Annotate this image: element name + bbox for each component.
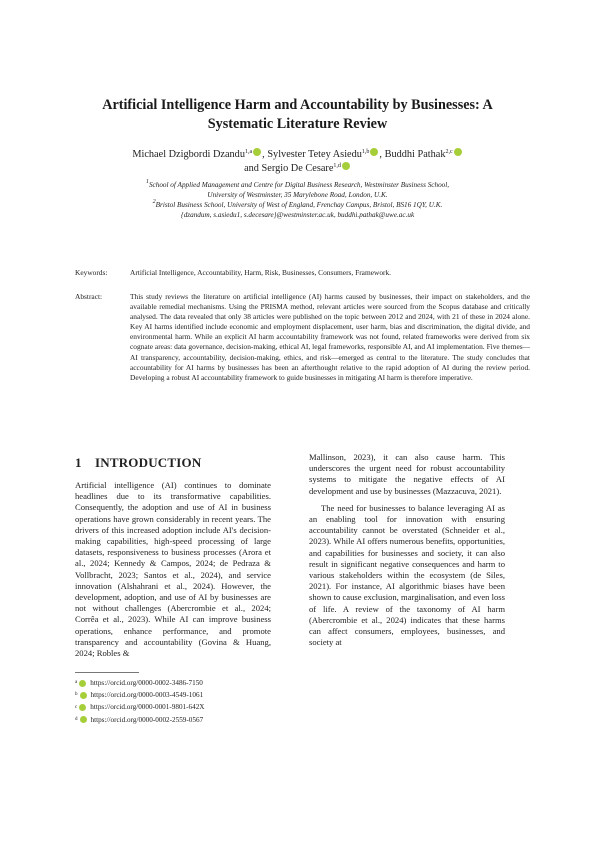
author-sup: 2,c	[445, 149, 453, 155]
abstract-label: Abstract:	[75, 292, 103, 301]
author-sup: 1,d	[333, 163, 341, 169]
author-list	[70, 148, 525, 176]
keywords-text: Artificial Intelligence, Accountability, Harm, Risk, Businesses, Consumers, Framework.	[130, 268, 392, 277]
orcid-link[interactable]: https://orcid.org/0000-0002-3486-7150	[90, 679, 203, 687]
orcid-link[interactable]: https://orcid.org/0000-0002-2559-0567	[90, 715, 204, 724]
body-paragraph: The need for businesses to balance leveraging AI as an enabling tool for innovation with ensuring accountability cannot be overstated (Schneider et al., 2023). While AI offers numerous benefits, opportunities, and capabilities for businesses and society, it can also result in significant negative consequences and harm to various stakeholders within the ecosystem (de Siles, 2021). For instance, AI algorithmic biases have been shown to cause exclusion, marginalisation, and even loss of life. A review of the taxonomy of AI harm (Abercrombie et al., 2024) indicates that these harms can affect consumers, employees, businesses, and society at	[309, 502, 505, 648]
author-name: Michael Dzigbordi Dzandu	[132, 149, 245, 160]
orcid-icon	[79, 704, 86, 711]
author-name: Buddhi Pathak	[384, 149, 446, 160]
footnote: a https://orcid.org/0000-0002-3486-7150	[75, 677, 205, 689]
affiliations	[80, 180, 515, 220]
author-separator: ,	[262, 149, 268, 160]
orcid-icon	[80, 692, 87, 699]
orcid-icon[interactable]	[342, 162, 350, 170]
title-line-2: Systematic Literature Review	[207, 116, 388, 132]
orcid-icon[interactable]	[253, 148, 261, 156]
orcid-link[interactable]: https://orcid.org/0000-0003-4549-1061	[90, 691, 204, 700]
section-heading	[75, 455, 201, 471]
footnote: c https://orcid.org/0000-0001-9801-642X	[75, 701, 205, 713]
author-separator: and	[244, 163, 262, 174]
affiliation-2	[80, 200, 515, 210]
section-title: INTRODUCTION	[95, 455, 202, 470]
body-paragraph: Artificial intelligence (AI) continues to dominate headlines due to its transformative capabilities. Consequently, the adoption and use of AI in business operations have grown considerably in recent years. The drivers of this increased adoption include AI's decision-making capabilities, high-speed processing of large datasets, responsiveness to business processes (Arora et al., 2024; Kennedy & Campos, 2024; de Pedraza & Vollbracht, 2023; Santos et al., 2024), and service innovation (Alshahrani et al., 2024). However, the development, adoption, and use of AI by businesses are not without challenges (Abercrombie et al., 2024; Corrêa et al., 2023). While AI can improve business operations, enhance performance, and promote transparency and accountability (Govina & Huang, 2024; Robles &	[75, 480, 271, 659]
body-column-right	[309, 452, 505, 648]
affiliation-1	[80, 180, 515, 190]
title-line-1: Artificial Intelligence Harm and Accountability by Businesses: A	[102, 97, 493, 113]
author-sup: 1,b	[361, 149, 370, 155]
affiliation-1-line-2: University of Westminster, 35 Marylebone Road, London, U.K.	[207, 191, 388, 199]
affiliation-text: School of Applied Management and Centre for Digital Business Research, Westminster Business School,	[148, 181, 450, 189]
author-name: Sergio De Cesare	[261, 163, 334, 174]
footnote: d https://orcid.org/0000-0002-2559-0567	[75, 714, 205, 726]
body-column-left	[75, 480, 271, 659]
section-number: 1	[75, 455, 82, 470]
affiliation-sup: 2	[152, 199, 156, 205]
footnotes	[75, 677, 205, 726]
orcid-link[interactable]: https://orcid.org/0000-0001-9801-642X	[90, 703, 205, 712]
abstract-text: This study reviews the literature on artificial intelligence (AI) harms caused by businesses, their impact on stakeholders, and the available remedial mechanisms. Using the PRISMA method, relevant articles were sourced from the Scopus database and critically analysed. The data revealed that only 38 articles were published on the topic between 2012 and 2024, with 21 of these in 2024 alone. Key AI harms identified include economic and employment displacement, user harm, bias and discrimination, the digital divide, and environmental harm. While an explicit AI harm accountability framework was not found, related frameworks were derived from six cognate areas: data governance, decision-making, ethical AI, legal frameworks, responsible AI, and AI implementation. Five themes—AI transparency, accountability, decision-making, ethics, and risk—emerged as central to the literature. The study concludes that accountability for AI harms by businesses has been an afterthought relative to the rapid adoption of AI during the review period. Developing a robust AI accountability framework to guide businesses in mitigating AI harm is therefore imperative.	[130, 292, 530, 382]
affiliation-sup: 1	[145, 179, 149, 185]
author-sup: 1,a	[244, 149, 253, 155]
author-emails: {dzandum, s.asiedu1, s.decesare}@westminster.ac.uk, buddhi.pathak@uwe.ac.uk	[180, 211, 415, 219]
author-line-1	[70, 148, 525, 162]
abstract	[75, 292, 530, 383]
orcid-icon[interactable]	[454, 148, 462, 156]
footnote-rule	[75, 672, 139, 673]
author-name: Sylvester Tetey Asiedu	[267, 149, 362, 160]
keywords	[75, 268, 530, 278]
keywords-label: Keywords:	[75, 268, 108, 277]
paper-title	[60, 96, 535, 134]
orcid-icon[interactable]	[370, 148, 378, 156]
author-separator: ,	[379, 149, 385, 160]
body-paragraph: Mallinson, 2023), it can also cause harm. This underscores the urgent need for robust accountability systems to mitigate the negative effects of AI development and use by businesses (Mazzacuva, 2021).	[309, 452, 505, 496]
author-line-2	[70, 162, 525, 176]
orcid-icon	[79, 680, 86, 687]
affiliation-text: Bristol Business School, University of West of England, Frenchay Campus, Bristol, BS16 1QY, U.K.	[155, 201, 443, 209]
orcid-icon	[80, 716, 87, 723]
footnote: b https://orcid.org/0000-0003-4549-1061	[75, 689, 205, 701]
